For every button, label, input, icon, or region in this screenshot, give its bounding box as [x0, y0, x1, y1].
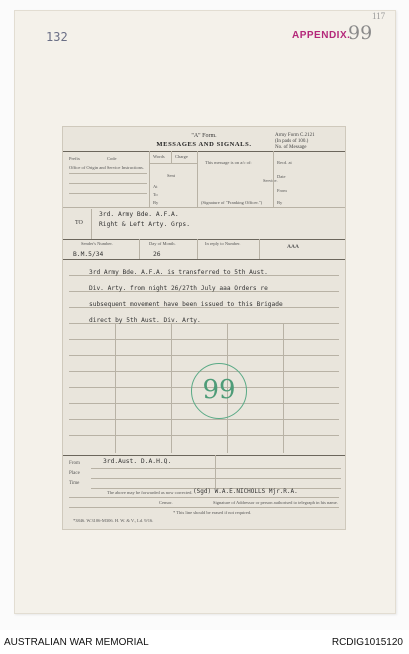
day-of-month-label: Day of Month.	[149, 241, 176, 246]
rule	[215, 455, 216, 489]
rule	[69, 183, 147, 184]
signature-value: (Sgd) W.A.E.NICHOLLS Mjr.R.A.	[193, 488, 298, 495]
aaa-label: AAA	[287, 244, 299, 250]
by-label: By	[153, 200, 159, 205]
to-label: TO	[75, 220, 83, 226]
folio-number: 132	[46, 30, 68, 44]
day-of-month-value: 26	[153, 251, 161, 258]
circled-number-stamp: 99	[191, 363, 247, 419]
rule	[63, 239, 345, 240]
rule	[69, 173, 147, 174]
footer-institution: AUSTRALIAN WAR MEMORIAL	[4, 637, 149, 648]
form-title: MESSAGES AND SIGNALS.	[156, 141, 252, 148]
from-small-label: From	[277, 188, 287, 193]
in-reply-label: In reply to Number.	[205, 241, 241, 246]
rule	[171, 323, 172, 453]
time-label: Time	[69, 481, 80, 486]
message-line-2: Div. Arty. from night 26/27th July aaa Orders re	[89, 285, 268, 292]
from-value: 3rd.Aust. D.A.H.Q.	[103, 458, 172, 465]
rule	[69, 435, 339, 436]
appendix-label: APPENDIX.	[292, 30, 351, 41]
rule	[69, 419, 339, 420]
code-label: Code	[107, 156, 117, 161]
rule	[115, 323, 116, 453]
struck-out-note: * This line should be erased if not required.	[173, 510, 252, 515]
above-may-forward-label: The above may be forwarded as now corrected.	[107, 490, 193, 495]
rule	[69, 355, 339, 356]
appendix-number: 99	[348, 22, 373, 44]
date-label: Date	[277, 174, 286, 179]
recd-at-label: Recd. at	[277, 160, 292, 165]
rule	[149, 151, 150, 207]
rule	[69, 507, 339, 508]
this-message-label: This message is on a/c of:	[205, 160, 252, 165]
censor-label: Censor.	[159, 500, 173, 505]
place-label: Place	[69, 471, 80, 476]
signature-addressor-label: Signature of Addressor or person authorised to telegraph in his name.	[213, 500, 338, 505]
rule	[69, 339, 339, 340]
service-label: Service.	[263, 178, 278, 183]
rule	[91, 468, 341, 469]
sent-label: Sent	[167, 173, 176, 178]
rule	[63, 455, 345, 456]
at-label: At	[153, 184, 158, 189]
message-form	[62, 126, 346, 530]
to-line-1: 3rd. Army Bde. A.F.A.	[99, 211, 179, 218]
rule	[283, 323, 284, 453]
rule	[171, 151, 172, 163]
message-line-3: subsequent movement have been issued to this Brigade	[89, 301, 283, 308]
message-line-1: 3rd Army Bde. A.F.A. is transferred to 5th Aust.	[89, 269, 268, 276]
from-label: From	[69, 461, 80, 466]
rule	[139, 239, 140, 259]
rule	[69, 497, 339, 498]
rule	[63, 151, 345, 152]
rule	[197, 239, 198, 259]
pencil-folio: 117	[372, 11, 386, 21]
rule	[63, 259, 345, 260]
rule	[149, 163, 197, 164]
rule	[259, 239, 260, 259]
words-label: Words	[153, 154, 165, 159]
to-line-2: Right & Left Arty. Grps.	[99, 221, 190, 228]
by2-label: By	[277, 200, 283, 205]
form-type: "A" Form.	[191, 133, 217, 139]
rule	[91, 478, 341, 479]
message-line-4: direct by 5th Aust. Div. Arty.	[89, 317, 201, 324]
to-small-label: To	[153, 192, 158, 197]
rule	[63, 207, 345, 208]
charge-label: Charge	[175, 154, 188, 159]
signature-franking-label: (Signature of "Franking Officer.")	[201, 200, 263, 205]
office-origin-label: Office of Origin and Service Instructions.	[69, 165, 144, 170]
rule	[69, 193, 147, 194]
senders-number-label: Sender's Number.	[81, 241, 113, 246]
rule	[197, 151, 198, 207]
rule	[91, 209, 92, 239]
army-form-block: Army Form C.2121 (In pads of 100.) No. of Message	[275, 133, 315, 150]
printer-imprint: *3846. W.3106-M306. H. W. & V., Ld. 9/16.	[73, 518, 154, 523]
senders-number-value: B.M.5/34	[73, 251, 104, 258]
footer-record-id: RCDIG1015120	[331, 637, 403, 648]
rule	[273, 151, 274, 207]
prefix-label: Prefix	[69, 156, 80, 161]
